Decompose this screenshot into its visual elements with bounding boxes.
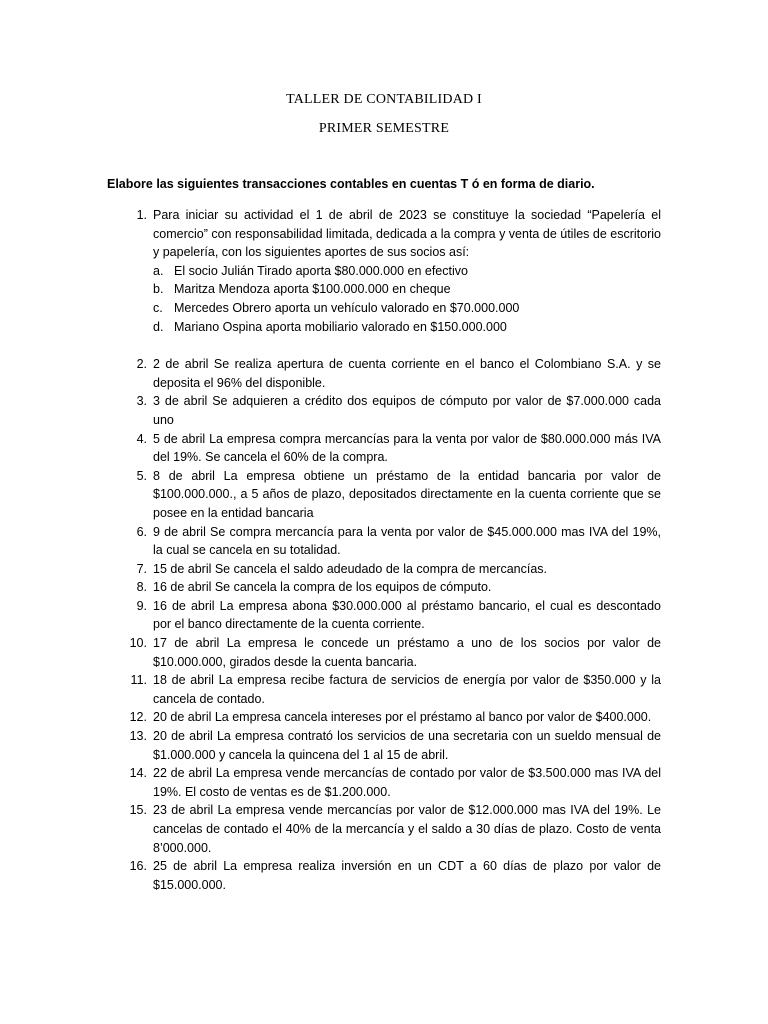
document-title: TALLER DE CONTABILIDAD I	[286, 92, 482, 107]
list-item	[129, 727, 661, 764]
list-item	[136, 578, 661, 597]
transaction-list	[0, 206, 768, 894]
list-item	[129, 764, 661, 801]
item-number: 3.	[136, 394, 147, 409]
sub-item	[153, 318, 661, 337]
sub-item	[153, 299, 661, 318]
item-number: 2.	[136, 357, 147, 372]
item-text: 25 de abril La empresa realiza inversión en un CDT a 60 días de plazo por valor de $15.000.000.	[153, 859, 661, 892]
item-number: 8.	[136, 580, 147, 595]
item-text: Para iniciar su actividad el 1 de abril de 2023 se constituye la sociedad “Papelería el comercio” con responsabilidad limitada, dedicada a la compra y venta de útiles de escritorio y papelería, con los siguientes aportes de sus socios así:	[153, 208, 661, 260]
list-item	[136, 430, 661, 467]
item-number: 14.	[129, 766, 147, 781]
item-number: 16.	[129, 859, 147, 874]
item-number: 15.	[129, 803, 147, 818]
item-number: 5.	[136, 468, 147, 483]
list-item	[129, 634, 661, 671]
item-text: 16 de abril Se cancela la compra de los equipos de cómputo.	[153, 580, 492, 595]
list-item	[129, 801, 661, 857]
sub-item	[153, 262, 661, 281]
item-number: 6.	[136, 524, 147, 539]
item-text: 16 de abril La empresa abona $30.000.000 al préstamo bancario, el cual es descontado por el banco directamente de la cuenta corriente.	[153, 598, 661, 632]
item-text: 18 de abril La empresa recibe factura de servicios de energía por valor de $350.000 y la cancela de contado.	[153, 673, 661, 706]
item-text: 20 de abril La empresa contrató los servicios de una secretaria con un sueldo mensual de $1.000.000 y cancela la quincena del 1 al 15 de abril.	[153, 729, 661, 762]
item-text: 9 de abril Se compra mercancía para la venta por valor de $45.000.000 mas IVA del 19%, la cual se cancela en su totalidad.	[153, 524, 661, 558]
sub-item-letter: b.	[153, 282, 164, 297]
list-item	[136, 597, 661, 634]
list-item	[130, 671, 661, 708]
sub-item-letter: a.	[153, 263, 164, 278]
sub-item-text: El socio Julián Tirado aporta $80.000.000 en efectivo	[174, 263, 468, 278]
item-number: 10.	[129, 636, 147, 651]
item-text: 8 de abril La empresa obtiene un préstamo de la entidad bancaria por valor de $100.000.000., a 5 años de plazo, depositados directamente en la cuenta corriente que se posee en la entidad bancaria	[153, 468, 661, 520]
item-number: 7.	[136, 561, 147, 576]
item-number: 1.	[136, 208, 147, 222]
sub-item-text: Mariano Ospina aporta mobiliario valorado en $150.000.000	[174, 319, 507, 334]
instructions: Elabore las siguientes transacciones contables en cuentas T ó en forma de diario.	[107, 177, 595, 191]
item-text: 15 de abril Se cancela el saldo adeudado de la compra de mercancías.	[153, 561, 548, 576]
item-text: 20 de abril La empresa cancela intereses por el préstamo al banco por valor de $400.000.	[153, 710, 652, 725]
item-number: 13.	[129, 729, 147, 744]
item-text: 23 de abril La empresa vende mercancías por valor de $12.000.000 mas IVA del 19%. Le cancelas de contado el 40% de la mercancía y el saldo a 30 días de plazo. Costo de venta 8’000.000.	[153, 803, 661, 855]
list-item	[136, 355, 661, 392]
sub-item-text: Maritza Mendoza aporta $100.000.000 en cheque	[174, 282, 451, 297]
item-number: 9.	[136, 598, 147, 613]
list-item	[129, 857, 661, 894]
item-number: 4.	[136, 431, 147, 446]
list-item	[136, 392, 661, 429]
item-text: 3 de abril Se adquieren a crédito dos equipos de cómputo por valor de $7.000.000 cada uno	[153, 394, 661, 427]
list-item	[136, 560, 661, 579]
sub-item-letter: d.	[153, 319, 164, 334]
item-text: 2 de abril Se realiza apertura de cuenta corriente en el banco el Colombiano S.A. y se deposita el 96% del disponible.	[153, 357, 661, 390]
sub-item-letter: c.	[153, 300, 163, 315]
list-item	[136, 467, 661, 523]
list-item	[129, 708, 661, 727]
sub-item	[153, 280, 661, 299]
document-subtitle: PRIMER SEMESTRE	[318, 121, 450, 136]
list-item	[136, 523, 661, 560]
item-text: 17 de abril La empresa le concede un préstamo a uno de los socios por valor de $10.000.000, girados desde la cuenta bancaria.	[153, 636, 661, 669]
sub-item-text: Mercedes Obrero aporta un vehículo valorado en $70.000.000	[174, 300, 520, 315]
item-text: 5 de abril La empresa compra mercancías para la venta por valor de $80.000.000 más IVA del 19%. Se cancela el 60% de la compra.	[153, 431, 661, 465]
spacer	[0, 336, 768, 355]
list-item	[136, 206, 661, 262]
item-number: 11.	[130, 673, 147, 688]
item-number: 12.	[129, 710, 147, 725]
item-text: 22 de abril La empresa vende mercancías de contado por valor de $3.500.000 mas IVA del 19%. El costo de ventas es de $1.200.000.	[153, 766, 661, 799]
